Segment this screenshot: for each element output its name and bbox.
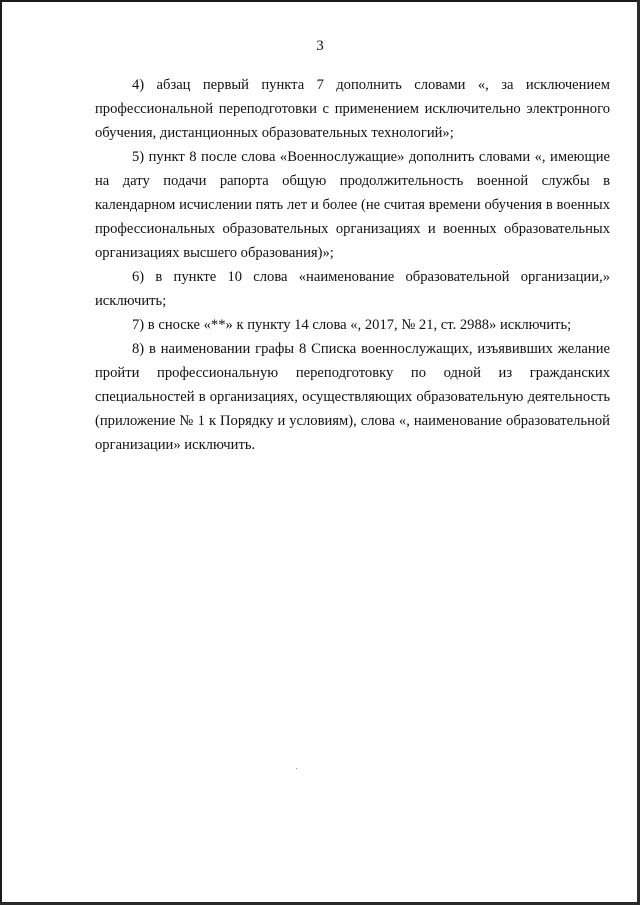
scan-edge-top xyxy=(0,0,640,2)
document-body xyxy=(95,73,610,457)
paragraph-item-8: 8) в наименовании графы 8 Списка военнослужащих, изъявивших желание пройти профессиональную переподготовку по одной из гражданских специальностей в организациях, осуществляющих образовательную деятельность (приложение № 1 к Порядку и условиям), слова «, наименование образовательной организации» исключить. xyxy=(95,341,610,453)
paragraph-item-5: 5) пункт 8 после слова «Военнослужащие» дополнить словами «, имеющие на дату подачи рапорта общую продолжительность военной службы в календарном исчислении пять лет и более (не считая времени обучения в военных профессиональных образовательных организациях и военных образовательных организациях высшего образования)»; xyxy=(95,149,610,261)
paragraph-item-4: 4) абзац первый пункта 7 дополнить словами «, за исключением профессиональной переподготовки с применением исключительно электронного обучения, дистанционных образовательных технологий»; xyxy=(95,77,610,141)
paragraph-item-6: 6) в пункте 10 слова «наименование образовательной организации,» исключить; xyxy=(95,269,610,309)
page-number: 3 xyxy=(316,38,324,54)
paragraph-item-7: 7) в сноске «**» к пункту 14 слова «, 2017, № 21, ст. 2988» исключить; xyxy=(132,317,572,333)
scan-edge-left xyxy=(0,0,2,905)
scan-speck xyxy=(296,768,297,769)
